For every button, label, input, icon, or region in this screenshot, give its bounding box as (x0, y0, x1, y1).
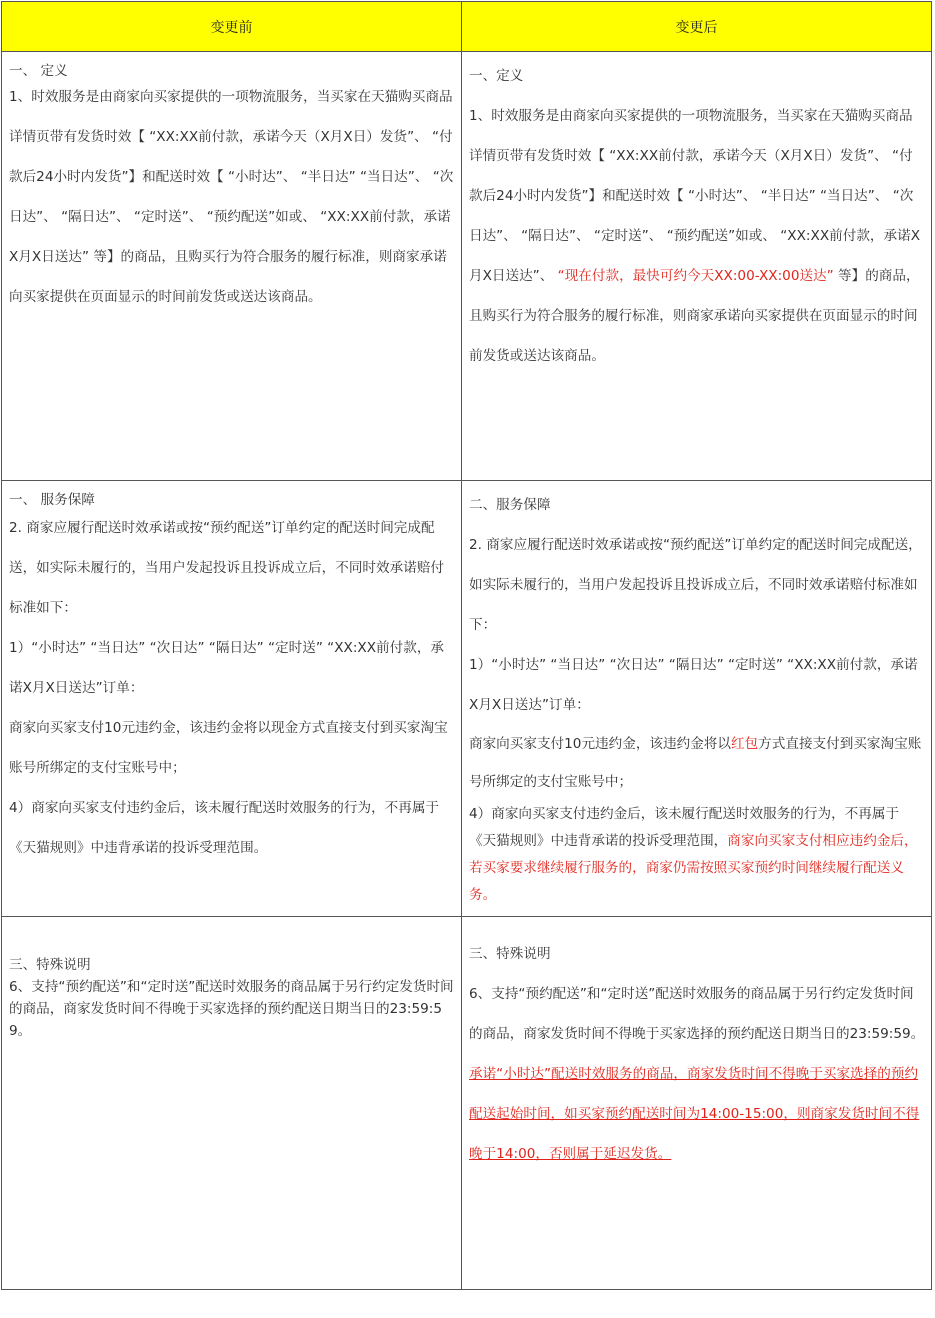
section-heading: 三、特殊说明 (469, 946, 551, 962)
cell-definitions-after (462, 52, 932, 481)
section-text: 1、时效服务是由商家向买家提供的一项物流服务，当买家在天猫购买商品详情页带有发货时效【 “XX:XX前付款，承诺今天（X月X日）发货”、 “付款后24小时内发货”】和配送时效【 “小时达”、 “半日达” “当日达”、 “次日达”、 “隔日达”、 “定时送”、 “预约配送”如或、 “XX:XX前付款，承诺X月X日送达” 等】的商品，且购买行为符合服务的履行标准，则商家承诺向买家提供在页面显示的时间前发货或送达该商品。 (9, 89, 454, 305)
section-text: 6、支持“预约配送”和“定时送”配送时效服务的商品属于另行约定发货时间的商品，商家发货时间不得晚于买家选择的预约配送日期当日的23:59:59。 (9, 979, 454, 1039)
text-segment: 商家向买家支付10元违约金，该违约金将以 (469, 736, 731, 752)
highlighted-change: 红包 (730, 736, 759, 752)
section-paragraph: 商家向买家支付10元违约金，该违约金将以现金方式直接支付到买家淘宝账号所绑定的支付宝账号中； (9, 720, 448, 776)
text-segment: 等】的商品，且购买行为符合服务的履行标准，则商家承诺向买家提供在页面显示的时间前发货或送达该商品。 (469, 268, 920, 364)
section-heading: 三、特殊说明 (9, 957, 91, 973)
text-segment: 4）商家向买家支付违约金后，该未履行配送时效服务的行为，不再属于《天猫规则》中违背承诺的投诉受理范围， (469, 806, 900, 849)
cell-notes-before (2, 917, 462, 1290)
section-paragraph: 1）“小时达” “当日达” “次日达” “隔日达” “定时送” “XX:XX前付款，承诺X月X日送达”订单： (9, 640, 445, 696)
comparison-table (1, 1, 932, 1290)
header-before: 变更前 (2, 2, 462, 52)
text-segment: 1、时效服务是由商家向买家提供的一项物流服务，当买家在天猫购买商品详情页带有发货时效【 “XX:XX前付款，承诺今天（X月X日）发货”、 “付款后24小时内发货”】和配送时效【 “小时达”、 “半日达” “当日达”、 “次日达”、 “隔日达”、 “定时送”、 “预约配送”如或、 “XX:XX前付款，承诺X月X日送达”、 (469, 108, 921, 284)
section-heading: 一、 定义 (9, 63, 68, 79)
highlighted-change: 承诺“小时达”配送时效服务的商品，商家发货时间不得晚于买家选择的预约配送起始时间，如买家预约配送时间为14:00-15:00，则商家发货时间不得晚于14:00，否则属于延迟发货。 (469, 1066, 920, 1162)
section-heading: 一、 服务保障 (9, 492, 95, 508)
section-paragraph: 1）“小时达” “当日达” “次日达” “隔日达” “定时送” “XX:XX前付款，承诺X月X日送达”订单： (469, 657, 918, 713)
section-text (469, 974, 925, 1174)
section-paragraph: 2. 商家应履行配送时效承诺或按“预约配送”订单约定的配送时间完成配送，如实际未履行的，当用户发起投诉且投诉成立后，不同时效承诺赔付标准如下： (9, 520, 444, 616)
row-special-notes (2, 917, 932, 1290)
cell-service-before (2, 481, 462, 917)
row-service-guarantee (2, 481, 932, 917)
section-heading: 一、定义 (469, 68, 524, 84)
header-row (2, 2, 932, 52)
section-paragraph (469, 801, 925, 909)
section-paragraph: 2. 商家应履行配送时效承诺或按“预约配送”订单约定的配送时间完成配送，如实际未履行的，当用户发起投诉且投诉成立后，不同时效承诺赔付标准如下： (469, 537, 922, 633)
text-segment: 方式直接支付到买家淘宝账号所绑定的支付宝账号中； (469, 736, 922, 790)
header-after: 变更后 (462, 2, 932, 52)
row-definitions (2, 52, 932, 481)
cell-service-after (462, 481, 932, 917)
cell-notes-after (462, 917, 932, 1290)
text-segment: 6、支持“预约配送”和“定时送”配送时效服务的商品属于另行约定发货时间的商品，商家发货时间不得晚于买家选择的预约配送日期当日的23:59:59。 (469, 986, 925, 1042)
highlighted-change: “现在付款，最快可约今天XX:00-XX:00送达” (557, 268, 834, 284)
section-paragraph (469, 725, 925, 801)
cell-definitions-before (2, 52, 462, 481)
highlighted-change: 商家向买家支付相应违约金后，若买家要求继续履行服务的，商家仍需按照买家预约时间继续履行配送义务。 (469, 833, 918, 903)
section-text (469, 96, 925, 376)
section-paragraph: 4）商家向买家支付违约金后，该未履行配送时效服务的行为，不再属于《天猫规则》中违背承诺的投诉受理范围。 (9, 800, 440, 856)
section-heading: 二、服务保障 (469, 497, 551, 513)
